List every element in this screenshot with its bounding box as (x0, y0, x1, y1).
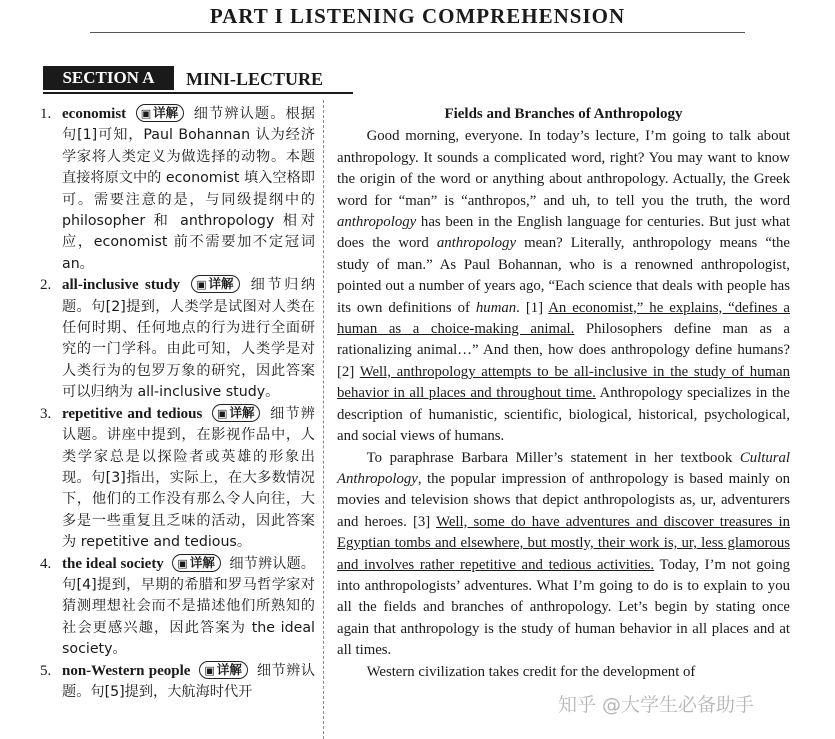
lecture-paragraph: Good morning, everyone. In today’s lecture, I’m going to talk about anthropology. It sounds a complicated word, right? You may want to know the origin of the word or anything about anthropology. Actually, the Greek word for “man” is “anthropos,” and uh, to tell you the truth, the word anthropology has been in the English language for centuries. But just what does the word anthropology mean? Literally, anthropology means “the study of man.” As Paul Bohannan, who is a renowned anthropologist, pointed out a number of years ago, “Each science that deals with people has its own definitions of human. [1] An economist,” he explains, “defines a human as a choice-making animal. Philosophers define man as a rationalizing animal…” And then, how does anthropology define humans? [2] Well, anthropology attempts to be all-inclusive in the study of human behavior in all places and throughout time. Anthropology specializes in the description of humanistic, scientific, biological, historical, psychological, and social views of humans. (337, 128, 791, 445)
column-divider (323, 100, 324, 739)
lecture-paragraph: To paraphrase Barbara Miller’s statement in her textbook Cultural Anthropology, the popular impression of anthropology is based mainly on movies and television shows that depict anthropologists as, ur, adventurers and heroes. [3] Well, some do have adventures and discover treasures in Egyptian tombs and elsewhere, but mostly, their work is, ur, less glamorous and involves rather repetitive and tedious activities. Today, I’m not going into anthropologists’ adventures. What I’m going to do is to explain to you all the fields and branches of anthropology. Let’s begin by stating once again that anthropology is the study of human behavior in all places and at all times. (337, 449, 790, 659)
part-title: PART I LISTENING COMPREHENSION (209, 4, 626, 28)
explanation-text: 细节辨认题。讲座中提到，在影视作品中，人类学家总是以探险者或英雄的形象出现。句[3]指出，实际上，在大多数情况下，他们的工作没有那么令人向往，大多是一些重复且乏味的活动，因此答案为 repetitive and tedious。 (62, 405, 315, 551)
lecture-title: Fields and Branches of Anthropology (444, 106, 683, 122)
underlined-sentence: Well, anthropology attempts to be all-inclusive in the study of human behavior in all places and throughout time. (337, 363, 790, 402)
explanation-text: 细节归纳题。句[2]提到，人类学是试图对人类在任何时期、任何地点的行为进行全面研究的一门学科。由此可知，人类学是对人类行为的包罗万象的研究，因此答案可以归纳为 all-inclusive study。 (62, 277, 316, 401)
lecture-paragraph: Western civilization takes credit for the development of (366, 663, 696, 680)
answer-key-column (40, 104, 315, 703)
underlined-sentence: Well, some do have adventures and discover treasures in Egyptian tombs and elsewhere, but mostly, their work is, ur, less glamorous and involves rather repetitive and tedious activities. (337, 513, 790, 573)
book-icon: ▣ (177, 556, 188, 570)
section-label: SECTION A (43, 66, 174, 90)
explanation-text: 细节辨认题。句[5]提到，大航海时代开 (62, 662, 316, 700)
answer-text: repetitive and tedious (62, 405, 203, 422)
lecture-transcript (337, 104, 790, 683)
explanation-text: 细节辨认题。句[4]提到，早期的希腊和罗马哲学家对猜测理想社会而不是描述他们所熟知的社会更感兴趣，因此答案为 the ideal society。 (62, 555, 315, 658)
item-number: 1. (40, 106, 52, 122)
book-icon: ▣ (196, 278, 207, 292)
explanation-text: 细节辨认题。根据句[1]可知，Paul Bohannan 认为经济学家将人类定义为做选择的动物。本题直接将原文中的 economist 填入空格即可。需要注意的是，与同级提纲中的 philosopher 和 anthropology 相对应，economist 前不需要加不定冠词 an。 (62, 106, 315, 272)
book-icon: ▣ (140, 107, 152, 120)
book-icon: ▣ (217, 406, 228, 420)
detail-badge: ▣ 详解 (191, 275, 239, 293)
answer-text: economist (62, 106, 127, 122)
detail-badge: ▣ 详解 (212, 404, 260, 422)
underlined-sentence: An economist,” he explains, “defines a human as a choice-making animal. (337, 299, 790, 338)
answer-item (40, 104, 315, 275)
answer-text: all-inclusive study (62, 277, 180, 294)
answer-text: non-Western people (62, 662, 191, 679)
item-number: 3. (40, 405, 52, 422)
answer-item (40, 275, 315, 403)
item-number: 4. (40, 555, 52, 572)
item-number: 2. (40, 277, 52, 294)
section-subtitle: MINI-LECTURE (186, 69, 324, 89)
section-rule (43, 92, 353, 94)
title-rule (90, 32, 745, 33)
detail-badge: ▣ 详解 (136, 104, 184, 122)
watermark: 知乎 @大学生必备助手 (558, 694, 755, 716)
book-icon: ▣ (204, 663, 215, 677)
answer-item (40, 661, 315, 704)
answer-text: the ideal society (62, 555, 164, 572)
detail-badge: ▣ 详解 (172, 554, 220, 572)
item-number: 5. (40, 662, 52, 679)
answer-item (40, 404, 315, 554)
detail-badge: ▣ 详解 (199, 661, 247, 679)
answer-item (40, 554, 315, 661)
